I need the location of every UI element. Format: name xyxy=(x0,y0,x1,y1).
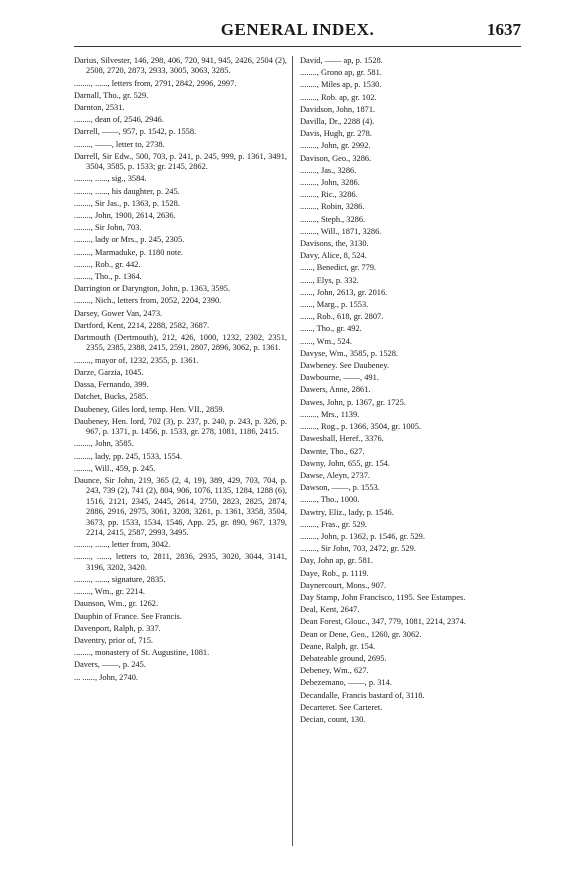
index-entry: ......, Wm., 524. xyxy=(300,336,352,346)
index-entry: Daventry, prior of, 715. xyxy=(74,635,153,645)
index-entry: Darze, Garzia, 1045. xyxy=(74,367,144,377)
index-entry: Daunce, Sir John, 219, 365 (2, 4, 19), 389, 429, 703, 704, p. 243, 739 (2), 741 (2), 804, 906, 1076, 1135, 1284, 1288 (6), 1516, 2121, 2345, 2445, 2614, 2750, 2823, 2825, 2874, 2886, 2916, 2975, 3061, 3208, 3261, p. 1361, 3358, 3504, 3673, pp. 1533, 1534, 1546, App. 25, gr. 890, 967, 1379, 2214, 2415, 2587, 2993, 3495. xyxy=(74,475,287,537)
index-entry: ........, Will., 459, p. 245. xyxy=(74,463,156,473)
index-entry: ........, ......, sig., 3584. xyxy=(74,174,147,184)
index-entry: Dauphin of France. See Francis. xyxy=(74,611,182,621)
index-entry: ........, Marmaduke, p. 1180 note. xyxy=(74,247,184,257)
index-entry: Dean or Dene, Geo., 1260, gr. 3062. xyxy=(300,629,422,639)
index-entry: ........, Wm., gr. 2214. xyxy=(74,587,146,597)
index-entry: Darrell, ——, 957, p. 1542, p. 1558. xyxy=(74,127,197,137)
index-column-left xyxy=(74,56,287,685)
index-entry: ........, ——, letter to, 2738. xyxy=(74,139,165,149)
index-entry: ........, dean of, 2546, 2946. xyxy=(74,115,164,125)
index-entry: ........, Nich., letters from, 2052, 2204, 2390. xyxy=(74,296,222,306)
index-entry: Darnton, 2531. xyxy=(74,103,125,113)
index-entry: ........, Steph., 3286. xyxy=(300,214,366,224)
index-entry: Davis, Hugh, gr. 278. xyxy=(300,129,372,139)
index-entry: ........, Sir Jas., p. 1363, p. 1528. xyxy=(74,198,180,208)
index-entry: ........, ......, letter from, 3042. xyxy=(74,540,171,550)
index-entry: ........, Grono ap, gr. 581. xyxy=(300,68,382,78)
index-entry: Dawny, John, 655, gr. 154. xyxy=(300,458,390,468)
index-entry: Daubeney, Giles lord, temp. Hen. VII., 2859. xyxy=(74,404,225,414)
index-entry: ........, John, 3585. xyxy=(74,439,134,449)
index-entry: ......, Benedict, gr. 779. xyxy=(300,263,377,273)
index-entry: ........, Sir John, 703. xyxy=(74,223,142,233)
index-entry: Davy, Alice, 8, 524. xyxy=(300,251,367,261)
index-entry: Davidson, John, 1871. xyxy=(300,104,376,114)
header-rule xyxy=(74,46,521,47)
index-entry: ........, ......, his daughter, p. 245. xyxy=(74,186,180,196)
index-entry: Dartford, Kent, 2214, 2288, 2582, 3687. xyxy=(74,320,210,330)
index-entry: ........, Tho., 1000. xyxy=(300,495,360,505)
index-entry: ........, Robin, 3286. xyxy=(300,202,365,212)
index-entry: Davyse, Wm., 3585, p. 1528. xyxy=(300,348,399,358)
index-entry: Dawse, Aleyn, 2737. xyxy=(300,470,371,480)
index-entry: ........, Ric., 3286. xyxy=(300,190,358,200)
index-entry: Davisons, the, 3130. xyxy=(300,239,369,249)
index-entry: Dawbeney. See Daubeney. xyxy=(300,361,390,371)
column-divider xyxy=(292,56,293,846)
index-entry: ......, John, 2613, gr. 2016. xyxy=(300,287,388,297)
index-entry: ......, Marg., p. 1553. xyxy=(300,300,369,310)
index-entry: ........, John, gr. 2992. xyxy=(300,141,371,151)
index-entry: Darius, Silvester, 146, 298, 406, 720, 941, 945, 2426, 2504 (2), 2508, 2720, 2873, 2933, 3005, 3063, 3285. xyxy=(74,56,287,76)
index-entry: Deane, Ralph, gr. 154. xyxy=(300,641,376,651)
index-entry: ........, John, p. 1362, p. 1546, gr. 529. xyxy=(300,531,425,541)
index-entry: Daunson, Wm., gr. 1262. xyxy=(74,599,159,609)
index-entry: Dean Forest, Glouc., 347, 779, 1081, 2214, 2374. xyxy=(300,617,466,627)
index-entry: ........, mayor of, 1232, 2355, p. 1361. xyxy=(74,355,199,365)
index-entry: ........, Rob. ap, gr. 102. xyxy=(300,92,377,102)
index-entry: Day, John ap, gr. 581. xyxy=(300,556,373,566)
index-entry: ........, Mrs., 1139. xyxy=(300,409,360,419)
index-entry: ........, ......, letters to, 2811, 2836, 2935, 3020, 3044, 3141, 3196, 3202, 3420. xyxy=(74,552,287,572)
index-entry: Dawes, John, p. 1367, gr. 1725. xyxy=(300,397,406,407)
index-entry: ........, lady or Mrs., p. 245, 2305. xyxy=(74,235,185,245)
index-entry: Daweshall, Heref., 3376. xyxy=(300,434,384,444)
page-number: 1637 xyxy=(487,20,521,39)
index-entry: ........, Tho., p. 1364. xyxy=(74,272,142,282)
index-entry: ........, John, 3286. xyxy=(300,178,360,188)
index-entry: Davenport, Ralph, p. 337. xyxy=(74,623,161,633)
index-entry: ........, Sir John, 703, 2472, gr. 529. xyxy=(300,544,416,554)
index-entry: ........, Fras., gr. 529. xyxy=(300,519,367,529)
index-entry: ........, Will., 1871, 3286. xyxy=(300,226,382,236)
index-column-right xyxy=(300,56,513,727)
index-entry: Dawers, Anne, 2861. xyxy=(300,385,371,395)
index-entry: ........, monastery of St. Augustine, 1081. xyxy=(74,648,210,658)
index-entry: Debezemano, ——, p. 314. xyxy=(300,678,392,688)
index-entry: Dartmouth (Dertmouth), 212, 426, 1000, 1232, 2302, 2351, 2355, 2385, 2388, 2415, 2591, 2807, 2896, 3062, p. 1361. xyxy=(74,333,287,353)
index-entry: Darrington or Daryngton, John, p. 1363, 3595. xyxy=(74,284,231,294)
index-entry: Datchet, Bucks, 2585. xyxy=(74,392,149,402)
index-entry: Dawbourne, ——, 491. xyxy=(300,373,379,383)
index-entry: Debateable ground, 2695. xyxy=(300,653,387,663)
index-entry: Dawnte, Tho., 627. xyxy=(300,446,365,456)
index-entry: Davison, Geo., 3286. xyxy=(300,153,372,163)
index-entry: ........, Jas., 3286. xyxy=(300,165,357,175)
index-entry: Davilla, Dr., 2288 (4). xyxy=(300,117,375,127)
index-entry: ........, ......, signature, 2835. xyxy=(74,574,166,584)
index-entry: ........, lady, pp. 245, 1533, 1554. xyxy=(74,451,183,461)
index-entry: ......, Rob., 618, gr. 2807. xyxy=(300,312,384,322)
index-entry: ........, ......, letters from, 2791, 2842, 2996, 2997. xyxy=(74,78,237,88)
index-entry: Day Stamp, John Francisco, 1195. See Estampes. xyxy=(300,592,466,602)
index-entry: Darrell, Sir Edw., 500, 703, p. 241, p. 245, 999, p. 1361, 3491, 3504, 3585, p. 1533; gr. 2145, 2862. xyxy=(74,151,287,172)
index-entry: ........, John, 1900, 2614, 2636. xyxy=(74,211,176,221)
index-entry: Darnall, Tho., gr. 529. xyxy=(74,90,149,100)
index-entry: Daye, Rob., p. 1119. xyxy=(300,568,369,578)
index-entry: Davers, ——, p. 245. xyxy=(74,660,146,670)
index-entry: Decarteret. See Carteret. xyxy=(300,702,383,712)
index-entry: ........, Miles ap, p. 1530. xyxy=(300,80,382,90)
index-entry: Decian, count, 130. xyxy=(300,714,366,724)
index-entry: ........, Rog., p. 1366, 3504, gr. 1005. xyxy=(300,422,421,432)
index-entry: Darsey, Gower Van, 2473. xyxy=(74,308,163,318)
index-entry: ......, Elys, p. 332. xyxy=(300,275,359,285)
page-header xyxy=(74,20,521,42)
index-entry: David, —— ap, p. 1528. xyxy=(300,56,383,65)
page-title: GENERAL INDEX. xyxy=(220,20,375,39)
index-entry: Decandalle, Francis bastard of, 3118. xyxy=(300,690,425,700)
index-entry: Daynercourt, Mons., 907. xyxy=(300,580,387,590)
index-entry: ........, Rob., gr. 442. xyxy=(74,259,141,269)
index-entry: Dawson, ——, p. 1553. xyxy=(300,483,380,493)
index-entry: ......, Tho., gr. 492. xyxy=(300,324,362,334)
index-entry: Dassa, Fernando, 399. xyxy=(74,380,149,390)
index-entry: Dawtry, Eliz., lady, p. 1546. xyxy=(300,507,394,517)
index-entry: Deal, Kent, 2647. xyxy=(300,605,360,615)
index-entry: Debeney, Wm., 627. xyxy=(300,666,369,676)
index-entry: Daubeney, Hen. lord, 702 (3), p. 237, p. 240, p. 243, p. 326, p. 967, p. 1371, p. 1456, p. 1533, gr. 278, 1081, 1186, 2415. xyxy=(74,416,287,437)
index-entry: ... ......, John, 2740. xyxy=(74,672,138,682)
